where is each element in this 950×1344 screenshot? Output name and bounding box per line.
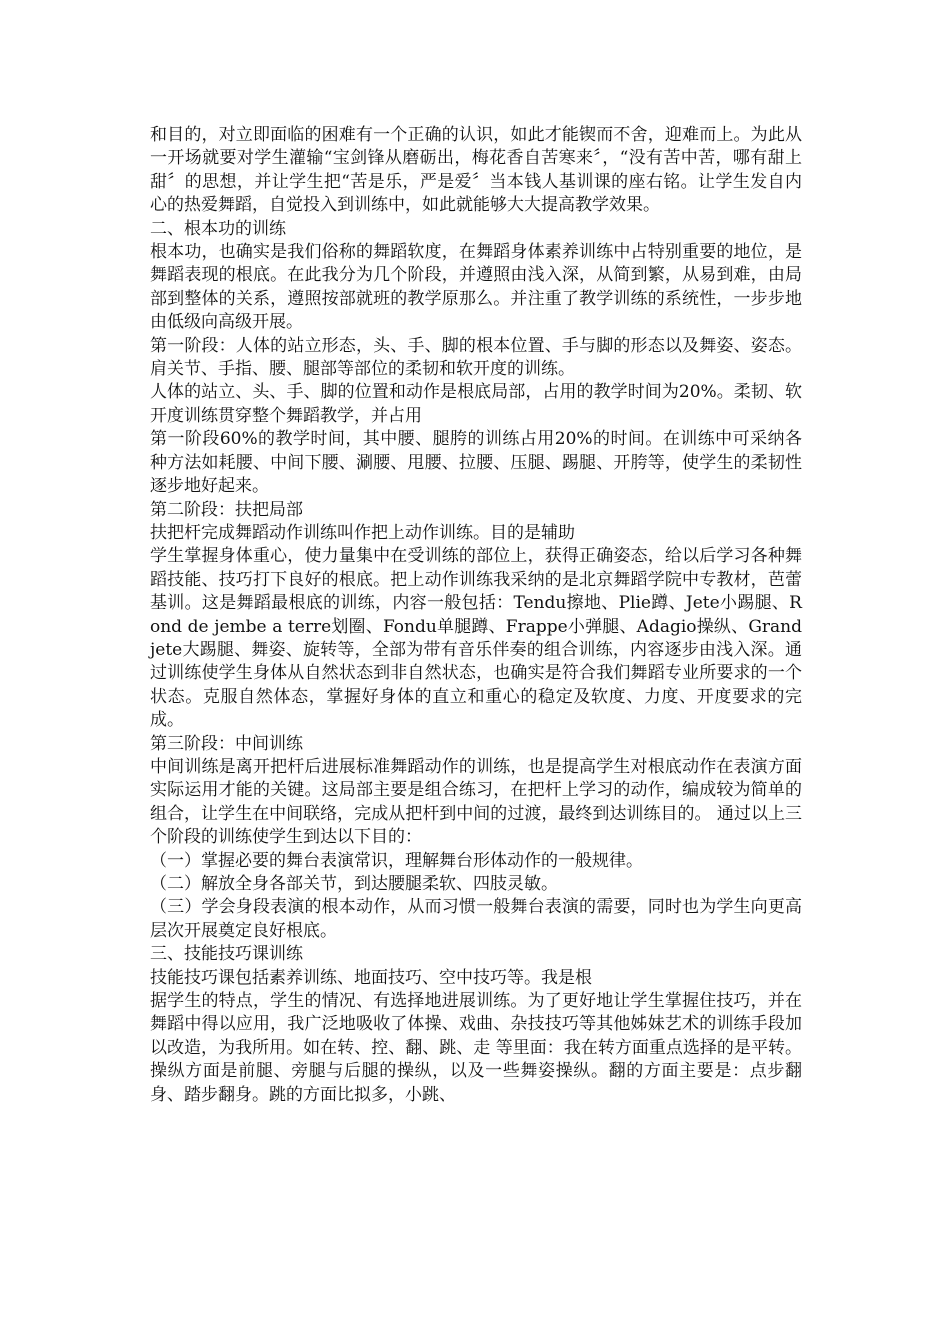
document-page — [150, 124, 802, 1107]
subsection-heading: 第二阶段：扶把局部 — [150, 499, 303, 520]
section-heading: 二、根本功的训练 — [150, 218, 286, 239]
paragraph: 人体的站立、头、手、脚的位置和动作是根底局部，占用的教学时间为20%。柔韧、软开度训练贯穿整个舞蹈教学，并占用 — [150, 382, 802, 426]
paragraph: 据学生的特点，学生的情况、有选择地进展训练。为了更好地让学生掌握住技巧，并在舞蹈中得以应用，我广泛地吸收了体操、戏曲、杂技技巧等其他姊妹艺术的训练手段加以改造，为我所用。如在转、控、翻、跳、走 等里面：我在转方面重点选择的是平转。操纵方面是前腿、旁腿与后腿的操纵，以及一些舞姿操纵。翻的方面主要是：点步翻身、踏步翻身。跳的方面比拟多，小跳、 — [150, 991, 802, 1105]
paragraph: 第一阶段：人体的站立形态，头、手、脚的根本位置、手与脚的形态以及舞姿、姿态。肩关节、手指、腰、腿部等部位的柔韧和软开度的训练。 — [150, 335, 802, 380]
paragraph: 扶把杆完成舞蹈动作训练叫作把上动作训练。目的是辅助 — [150, 522, 575, 543]
paragraph: 和目的，对立即面临的困难有一个正确的认识，如此才能锲而不舍，迎难而上。为此从一开场就要对学生灌输“宝剑锋从磨砺出，梅花香自苦寒来〞，“没有苦中苦，哪有甜上甜〞的思想，并让学生把“苦是乐，严是爱〞当本钱人基训课的座右铭。让学生发自内心的热爱舞蹈，自觉投入到训练中，如此就能够大大提高教学效果。 — [150, 125, 802, 216]
paragraph: 中间训练是离开把杆后进展标准舞蹈动作的训练，也是提高学生对根底动作在表演方面实际运用才能的关键。这局部主要是组合练习，在把杆上学习的动作，编成较为简单的组合，让学生在中间联络，完成从把杆到中间的过渡，最终到达训练目的。 通过以上三个阶段的训练使学生到达以下目的： — [150, 756, 802, 848]
section-heading: 三、技能技巧课训练 — [150, 944, 303, 965]
paragraph: 根本功，也确实是我们俗称的舞蹈软度，在舞蹈身体素养训练中占特别重要的地位，是舞蹈表现的根底。在此我分为几个阶段，并遵照由浅入深，从简到繁，从易到难，由局部到整体的关系，遵照按部就班的教学原那么。并注重了教学训练的系统性，一步步地由低级向高级开展。 — [150, 242, 802, 333]
paragraph: 技能技巧课包括素养训练、地面技巧、空中技巧等。我是根 — [150, 967, 592, 988]
paragraph: 第一阶段60%的教学时间，其中腰、腿胯的训练占用20%的时间。在训练中可采纳各种方法如耗腰、中间下腰、涮腰、甩腰、拉腰、压腿、踢腿、开胯等，使学生的柔韧性逐步地好起来。 — [150, 429, 802, 497]
list-item: （一）掌握必要的舞台表演常识，理解舞台形体动作的一般规律。 — [150, 850, 643, 871]
list-item: （二）解放全身各部关节，到达腰腿柔软、四肢灵敏。 — [150, 874, 558, 894]
list-item: （三）学会身段表演的根本动作，从而习惯一般舞台表演的需要，同时也为学生向更高层次开展奠定良好根底。 — [150, 897, 802, 941]
paragraph: 学生掌握身体重心，使力量集中在受训练的部位上，获得正确姿态，给以后学习各种舞蹈技能、技巧打下良好的根底。把上动作训练我采纳的是北京舞蹈学院中专教材，芭蕾基训。这是舞蹈最根底的训练，内容一般包括：Tendu擦地、Plie蹲、Jete小踢腿、Rond de jembe a terre划圈、Fondu单腿蹲、Frappe小弹腿、Adagio操纵、Grand jete大踢腿、舞姿、旋转等，全部为带有音乐伴奏的组合训练，内容逐步由浅入深。通过训练使学生身体从自然状态到非自然状态，也确实是符合我们舞蹈专业所要求的一个状态。克服自然体态，掌握好身体的直立和重心的稳定及软度、力度、开度要求的完成。 — [150, 546, 802, 731]
subsection-heading: 第三阶段：中间训练 — [150, 733, 303, 754]
